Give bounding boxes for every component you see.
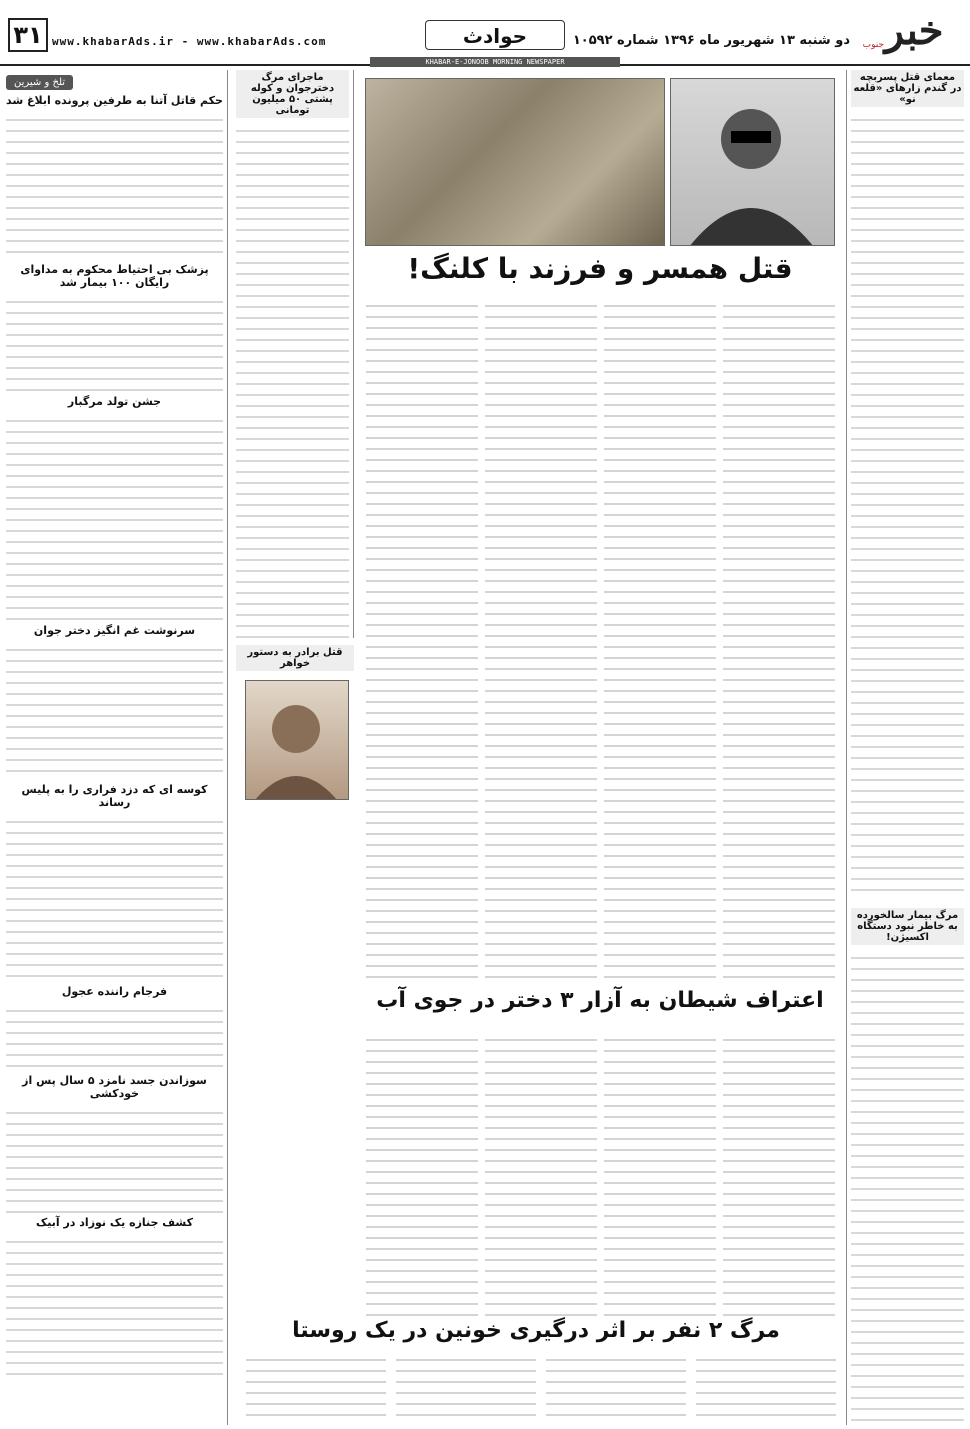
section-title: حوادث	[425, 20, 565, 50]
second-col-4	[366, 1030, 478, 1320]
boy-silhouette-icon	[245, 681, 348, 800]
left-h4: سرنوشت غم انگیز دختر جوان	[33, 624, 196, 637]
third-col-4	[246, 1350, 386, 1422]
second-headline-box	[365, 988, 835, 1028]
left-h3: جشن تولد مرگبار	[67, 395, 162, 408]
suspect-photo	[670, 78, 835, 246]
right-column-body-2	[851, 948, 964, 1425]
main-story-body	[365, 296, 835, 984]
logo-subtitle: جنوب	[862, 40, 884, 50]
second-story-body	[365, 1030, 835, 1320]
right-column-title-2: مرگ بیمار سالخورده به خاطر نبود دستگاه اکسیژن!	[851, 908, 964, 945]
third-col-2	[546, 1350, 686, 1422]
boy-photo	[245, 680, 349, 800]
bones-photo	[365, 78, 665, 246]
column-tag: تلخ و شیرین	[6, 75, 73, 90]
left-body-5	[6, 812, 223, 982]
right-column-title: معمای قتل پسربچه در گندم زارهای «قلعه نو»	[851, 70, 964, 107]
suspect-silhouette-icon	[670, 79, 834, 246]
second-col-3	[485, 1030, 597, 1320]
main-headline-box	[365, 252, 835, 292]
left-body-6	[6, 1001, 223, 1071]
left-body-2	[6, 292, 223, 392]
left-h2: پزشک بی احتیاط محکوم به مداوای رایگان ۱۰۰ بیمار شد	[20, 263, 209, 289]
third-story-body	[236, 1350, 836, 1422]
second-headline: اعتراف شیطان به آزار ۳ دختر در جوی آب	[376, 988, 824, 1013]
col2b-title: قتل برادر به دستور خواهر	[236, 645, 354, 671]
left-h5: کوسه ای که دزد فراری را به پلیس رساند	[21, 783, 208, 809]
left-h8: کشف جنازه یک نوزاد در آبیک	[35, 1216, 193, 1229]
left-h1: حکم قاتل آتنا به طرفین پرونده ابلاغ شد	[6, 94, 223, 107]
third-col-3	[396, 1350, 536, 1422]
dateline: دو شنبه ۱۳ شهریور ماه ۱۳۹۶ شماره ۱۰۵۹۲	[572, 33, 850, 48]
col2-story	[236, 70, 354, 638]
left-body-3	[6, 411, 223, 621]
third-col-1	[696, 1350, 836, 1422]
left-h7: سوزاندن جسد نامزد ۵ سال پس از خودکشی	[22, 1074, 207, 1100]
third-headline-box	[236, 1318, 836, 1348]
col2-body	[236, 121, 349, 638]
right-column-body	[851, 110, 964, 900]
main-col-4	[366, 296, 478, 984]
left-h6: فرجام راننده عجول	[61, 985, 168, 998]
website-url: www.khabarAds.ir - www.khabarAds.com	[52, 35, 327, 48]
main-col-3	[485, 296, 597, 984]
col2-title: ماجرای مرگ دخترجوان و کوله پشتی ۵۰ میلیون تومانی	[236, 70, 349, 118]
left-body-7	[6, 1103, 223, 1213]
main-headline: قتل همسر و فرزند با کلنگ!	[407, 252, 793, 285]
ribbon: KHABAR-E-JONOOB MORNING NEWSPAPER	[370, 57, 620, 67]
second-col-2	[604, 1030, 716, 1320]
masthead	[0, 0, 970, 66]
left-column	[6, 70, 228, 1425]
left-body-4	[6, 640, 223, 780]
main-col-1	[723, 296, 835, 984]
right-column	[846, 70, 964, 1425]
left-body-8	[6, 1232, 223, 1382]
page-number: ۳۱	[8, 18, 48, 52]
second-col-1	[723, 1030, 835, 1320]
third-headline: مرگ ۲ نفر بر اثر درگیری خونین در یک روستا	[292, 1318, 780, 1343]
left-body-1	[6, 110, 223, 260]
newspaper-logo: خبر	[884, 7, 944, 54]
main-col-2	[604, 296, 716, 984]
